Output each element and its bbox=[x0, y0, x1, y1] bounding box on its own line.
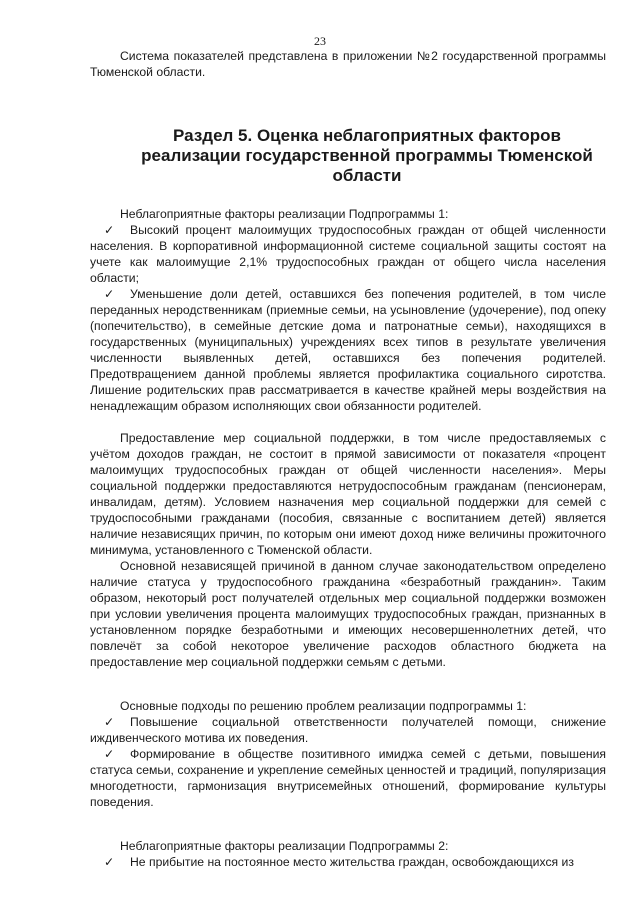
page-number: 23 bbox=[314, 34, 326, 48]
factors1-item-2-text: Уменьшение доли детей, оставшихся без попечения родителей, в том числе переданных неродственникам (приемные семьи, на усыновление (удочерение), под опеку (попечительство), в семейные детские дома и патронатные семьи), находящихся в государственных (муниципальных) учреждениях всех типов в результате увеличения численности выявленных детей, оставшихся без попечения родителей. Предотвращением данной проблемы является профилактика социального сиротства. Лишение родительских прав рассматривается в качестве крайней меры воздействия на ненадлежащим образом исполняющих свои обязанности родителей. bbox=[90, 287, 606, 413]
factors1-heading: Неблагоприятные факторы реализации Подпрограммы 1: bbox=[120, 207, 449, 221]
check-icon: ✓ bbox=[104, 747, 115, 761]
factors1-item-1-text: Высокий процент малоимущих трудоспособных граждан от общей численности населения. В корпоративной информационной системе социальной защиты состоят на учете как малоимущие 2,1% трудоспособных граждан от общего числа населения области; bbox=[90, 223, 606, 285]
check-icon: ✓ bbox=[104, 223, 115, 237]
factors2-item-1 bbox=[90, 854, 606, 870]
approaches-item-1 bbox=[90, 714, 606, 746]
approaches-item-2-text: Формирование в обществе позитивного имиджа семей с детьми, повышения статуса семьи, сохранение и укрепление семейных ценностей и традиций, популяризация многодетности, гармонизация внутрисемейных отношений, формирование культуры поведения. bbox=[90, 747, 606, 809]
approaches-heading: Основные подходы по решению проблем реализации подпрограммы 1: bbox=[120, 699, 527, 713]
reason-paragraph: Основной независящей причиной в данном случае законодательством определено наличие статуса у трудоспособного гражданина «безработный гражданин». Таким образом, некоторый рост получателей отдельных мер социальной поддержки возможен при условии увеличения процента малоимущих трудоспособных граждан, признанных в установленном порядке безработными и имеющих несовершеннолетних детей, что повлечёт за собой некоторое увеличение расходов областного бюджета на предоставление мер социальной поддержки семьям с детьми. bbox=[90, 559, 606, 669]
approaches-item-2 bbox=[90, 746, 606, 810]
section-title: Раздел 5. Оценка неблагоприятных факторов реализации государственной программы Тюменской области bbox=[141, 126, 593, 185]
factors1-item-1 bbox=[90, 222, 606, 286]
document-body bbox=[90, 48, 606, 870]
factors1-item-2 bbox=[90, 286, 606, 414]
check-icon: ✓ bbox=[104, 855, 115, 869]
intro-paragraph: Система показателей представлена в приложении №2 государственной программы Тюменской области. bbox=[90, 49, 606, 79]
factors2-item-1-text: Не прибытие на постоянное место жительства граждан, освобождающихся из bbox=[130, 855, 574, 869]
check-icon: ✓ bbox=[104, 715, 115, 729]
approaches-item-1-text: Повышение социальной ответственности получателей помощи, снижение иждивенческого мотива их поведения. bbox=[90, 715, 606, 745]
support-paragraph: Предоставление мер социальной поддержки, в том числе предоставляемых с учётом доходов граждан, не состоит в прямой зависимости от показателя «процент малоимущих трудоспособных граждан от общей численности населения». Меры социальной поддержки предоставляются нетрудоспособным гражданам (пенсионерам, инвалидам, детям). Условием назначения мер социальной поддержки для семей с трудоспособными гражданами (пособия, связанные с воспитанием детей) является наличие независящих причин, по которым они имеют доход ниже величины прожиточного минимума, установленного с Тюменской области. bbox=[90, 431, 606, 557]
check-icon: ✓ bbox=[104, 287, 115, 301]
factors2-heading: Неблагоприятные факторы реализации Подпрограммы 2: bbox=[120, 839, 449, 853]
